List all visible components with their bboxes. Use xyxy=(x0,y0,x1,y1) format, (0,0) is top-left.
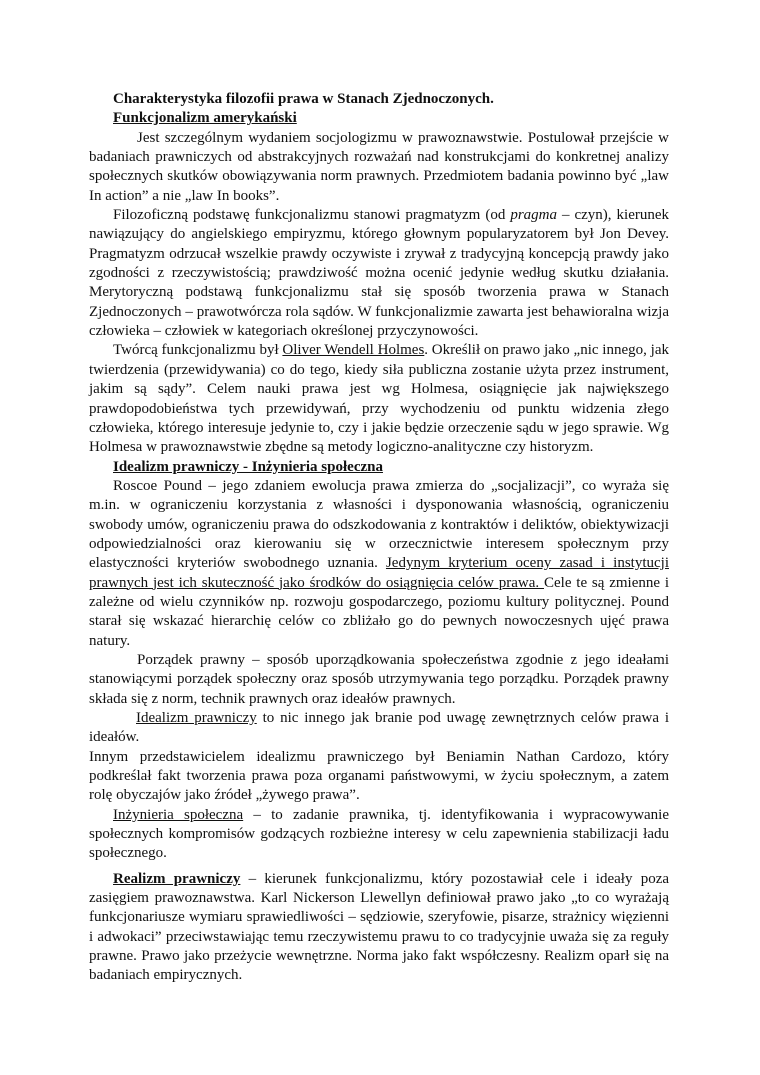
term-social-engineering: Inżynieria społeczna xyxy=(113,806,244,823)
text-run: – to zadanie prawnika, tj. identyfikowania i wypracowywanie społecznych kompromisów godzących rozbieżne interesy w celu zapewnienia stabilizacji ładu społecznego. xyxy=(89,806,670,862)
text-run: . Określił on prawo jako „nic innego, jak twierdzenia (przewidywania) co do tego, kiedy siła publiczna zostanie użyta przez instrument, jakim są sądy”. Celem nauki prawa jest wg Holmesa, osiągnięcie jak największego prawdopodobieństwa tych przewidywań, przy wychodzeniu od punktu widzenia złego człowieka, którego interesuje jedynie to, czy i jakie będzie orzeczenie sądu w jego sprawie. Wg Holmesa w prawoznawstwie zbędne są metody logiczno-analityczne czy historyzm. xyxy=(89,342,669,456)
paragraph-pound xyxy=(89,477,669,651)
text-run: – czyn), kierunek nawiązujący do angielskiego empiryzmu, którego głownym popularyzatorem był Jon Devey. Pragmatyzm odrzucał wszelkie prawdy oczywiste i zrywał z tradycyjną koncepcją prawdy jako zgodności z rzeczywistością; prawdziwość można ocenić jedynie według skutku działania. Merytoryczną podstawą funkcjonalizmu stał się sposób tworzenia prawa w Stanach Zjednoczonych – prawotwórcza rola sądów. W funkcjonalizmie zawarta jest behawioralna wizja człowieka – człowiek w kategoriach określonej przyczynowości. xyxy=(89,207,670,340)
name-holmes: Oliver Wendell Holmes xyxy=(282,342,425,359)
paragraph-holmes xyxy=(89,341,669,457)
paragraph-pragmatism xyxy=(89,206,669,341)
text-run: – kierunek funkcjonalizmu, który pozostawiał cele i ideały poza zasięgiem prawoznawstwa. Karl Nickerson Llewellyn definiował prawo jako „to co wyrażają funkcjonariusze wymiaru sprawiedliwości – sędziowie, szeryfowie, pisarze, strażnicy więzienni i adwokaci” przeciwstawiając temu rzeczywistemu prawu to co tradycyjnie uważa się za reguły prawne. Prawo jako przeżycie wewnętrzne. Norma jako fakt współczesny. Realizm oparł się na badaniach empirycznych. xyxy=(89,870,670,984)
section-heading-text: Funkcjonalizm amerykański xyxy=(113,110,297,127)
section-heading-text: Idealizm prawniczy - Inżynieria społeczna xyxy=(113,458,383,475)
paragraph-legal-realism xyxy=(89,870,669,986)
term-pragma: pragma xyxy=(510,207,557,224)
text-run: to nic innego jak branie pod uwagę zewnętrznych celów prawa i ideałów. xyxy=(89,710,669,746)
document-title: Charakterystyka filozofii prawa w Stanach Zjednoczonych. xyxy=(113,91,494,107)
section-heading-functionalism xyxy=(89,109,669,128)
paragraph-social-engineering xyxy=(89,806,669,864)
section-heading-idealism xyxy=(89,458,669,477)
text-run: Cele te są zmienne i zależne od wielu czynników np. rozwoju gospodarczego, poziomu kultury politycznej. Pound starał się wskazać hierarchię celów co zbliżało go do pewnych nowoczesnych ujęć prawa natury. xyxy=(89,574,669,649)
paragraph-functionalism-intro: Jest szczególnym wydaniem socjologizmu w prawoznawstwie. Postulował przejście w badaniach prawniczych od abstrakcyjnych rozważań nad konstrukcjami do konkretnej analizy społecznych skutków obowiązywania norm prawnych. Przedmiotem badania powinno być „law In action” a nie „law In books”. xyxy=(89,129,669,204)
paragraph-cardozo: Innym przedstawicielem idealizmu prawniczego był Beniamin Nathan Cardozo, który podkreślał fakt tworzenia prawa poza organami państwowymi, w życiu społecznym, a zatem rolę obyczajów jako źródeł „żywego prawa”. xyxy=(89,748,669,804)
paragraph-legal-order: Porządek prawny – sposób uporządkowania społeczeństwa zgodnie z jego ideałami stanowiącymi porządek społeczny oraz sposób utrzymywania tego porządku. Porządek prawny składa się z norm, technik prawnych oraz ideałów prawnych. xyxy=(89,651,669,707)
text-run: Twórcą funkcjonalizmu był xyxy=(113,342,283,359)
underlined-criterion: Jedynym kryterium oceny zasad i instytucji prawnych jest ich skuteczność jako środków do osiągnięcia celów prawa. xyxy=(89,555,669,591)
term-legal-realism: Realizm prawniczy xyxy=(113,870,241,887)
term-idealism: Idealizm prawniczy xyxy=(136,710,257,726)
paragraph-idealism-definition xyxy=(89,709,669,748)
document-page xyxy=(89,90,669,986)
text-run: Roscoe Pound – jego zdaniem ewolucja prawa zmierza do „socjalizacji”, co wyraża się m.in. w ograniczeniu korzystania z własności i dysponowania własnością, ograniczeniu swobody umów, ograniczeniu prawa do odszkodowania z kontraktów i deliktów, obiektywizacji odpowiedzialności oraz kierowaniu się w orzecznictwie interesem społecznym przy elastyczności kryteriów swobodnego uznania. xyxy=(89,477,669,572)
text-run: Filozoficzną podstawę funkcjonalizmu stanowi pragmatyzm (od xyxy=(113,207,511,224)
